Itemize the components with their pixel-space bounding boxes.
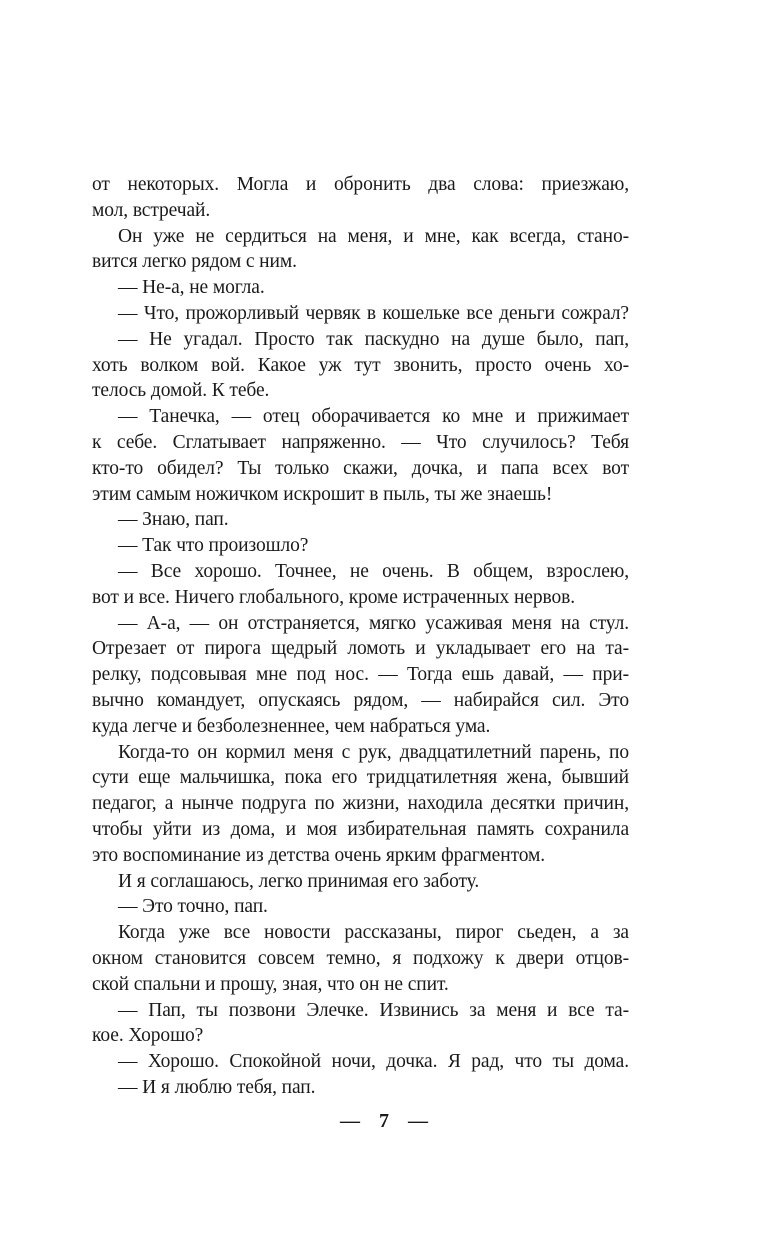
text-line: — Знаю, пап. bbox=[118, 509, 229, 531]
text-line: — Это точно, пап. bbox=[118, 896, 268, 918]
text-line: куда легче и безболезненнее, чем набраться ума. bbox=[92, 715, 491, 737]
text-line: чтобы уйти из дома, и моя избирательная память сохранила bbox=[92, 818, 629, 840]
text-line: Он уже не сердиться на меня, и мне, как всегда, стано- bbox=[118, 225, 629, 247]
text-line: хоть волком вой. Какое уж тут звонить, просто очень хо- bbox=[92, 354, 629, 376]
text-line: телось домой. К тебе. bbox=[92, 380, 270, 402]
text-line: релку, подсовывая мне под нос. — Тогда ешь давай, — при- bbox=[92, 664, 629, 686]
text-line: кто-то обидел? Ты только скажи, дочка, и папа всех вот bbox=[92, 457, 629, 479]
text-line: педагог, а нынче подруга по жизни, находила десятки причин, bbox=[92, 793, 629, 815]
text-line: от некоторых. Могла и обронить два слова: приезжаю, bbox=[92, 174, 629, 195]
text-line: вится легко рядом с ним. bbox=[92, 251, 297, 273]
text-line: — Пап, ты позвони Элечке. Извинись за меня и все та- bbox=[118, 999, 629, 1021]
text-line: окном становится совсем темно, я подхожу к двери отцов- bbox=[92, 947, 629, 969]
text-line: Когда уже все новости рассказаны, пирог сьеден, а за bbox=[118, 922, 629, 944]
text-line: кое. Хорошо? bbox=[92, 1025, 204, 1047]
text-line: — Что, прожорливый червяк в кошельке все деньги сожрал? bbox=[118, 302, 629, 324]
body-text bbox=[92, 172, 629, 1101]
text-line: Когда-то он кормил меня с рук, двадцатилетний парень, по bbox=[118, 741, 629, 763]
text-line: это воспоминание из детства очень ярким фрагментом. bbox=[92, 844, 546, 866]
text-line: к себе. Сглатывает напряженно. — Что случилось? Тебя bbox=[92, 431, 629, 453]
text-line: сути еще мальчишка, пока его тридцатилетняя жена, бывший bbox=[92, 767, 629, 789]
text-line: Отрезает от пирога щедрый ломоть и укладывает его на та- bbox=[92, 638, 629, 660]
text-line: ской спальни и прошу, зная, что он не спит. bbox=[92, 973, 449, 995]
text-line: — И я люблю тебя, пап. bbox=[118, 1076, 316, 1098]
text-line: мол, встречай. bbox=[92, 199, 211, 221]
text-line: — Не-а, не могла. bbox=[118, 277, 265, 299]
text-line: И я соглашаюсь, легко принимая его заботу. bbox=[118, 870, 480, 892]
text-line: — Хорошо. Спокойной ночи, дочка. Я рад, что ты дома. bbox=[118, 1051, 629, 1073]
text-line: — Все хорошо. Точнее, не очень. В общем, взрослею, bbox=[118, 560, 629, 582]
text-line: вычно командует, опускаясь рядом, — набирайся сил. Это bbox=[92, 689, 629, 711]
text-line: — Так что произошло? bbox=[118, 535, 309, 557]
text-line: — Не угадал. Просто так паскудно на душе было, пап, bbox=[118, 328, 629, 350]
text-line: этим самым ножичком искрошит в пыль, ты же знаешь! bbox=[92, 483, 553, 505]
text-line: — Танечка, — отец оборачивается ко мне и прижимает bbox=[118, 406, 629, 428]
text-line: вот и все. Ничего глобального, кроме истраченных нервов. bbox=[92, 586, 575, 608]
text-line: — А-а, — он отстраняется, мягко усаживая меня на стул. bbox=[118, 612, 629, 634]
page-number: — 7 — bbox=[340, 1110, 428, 1132]
